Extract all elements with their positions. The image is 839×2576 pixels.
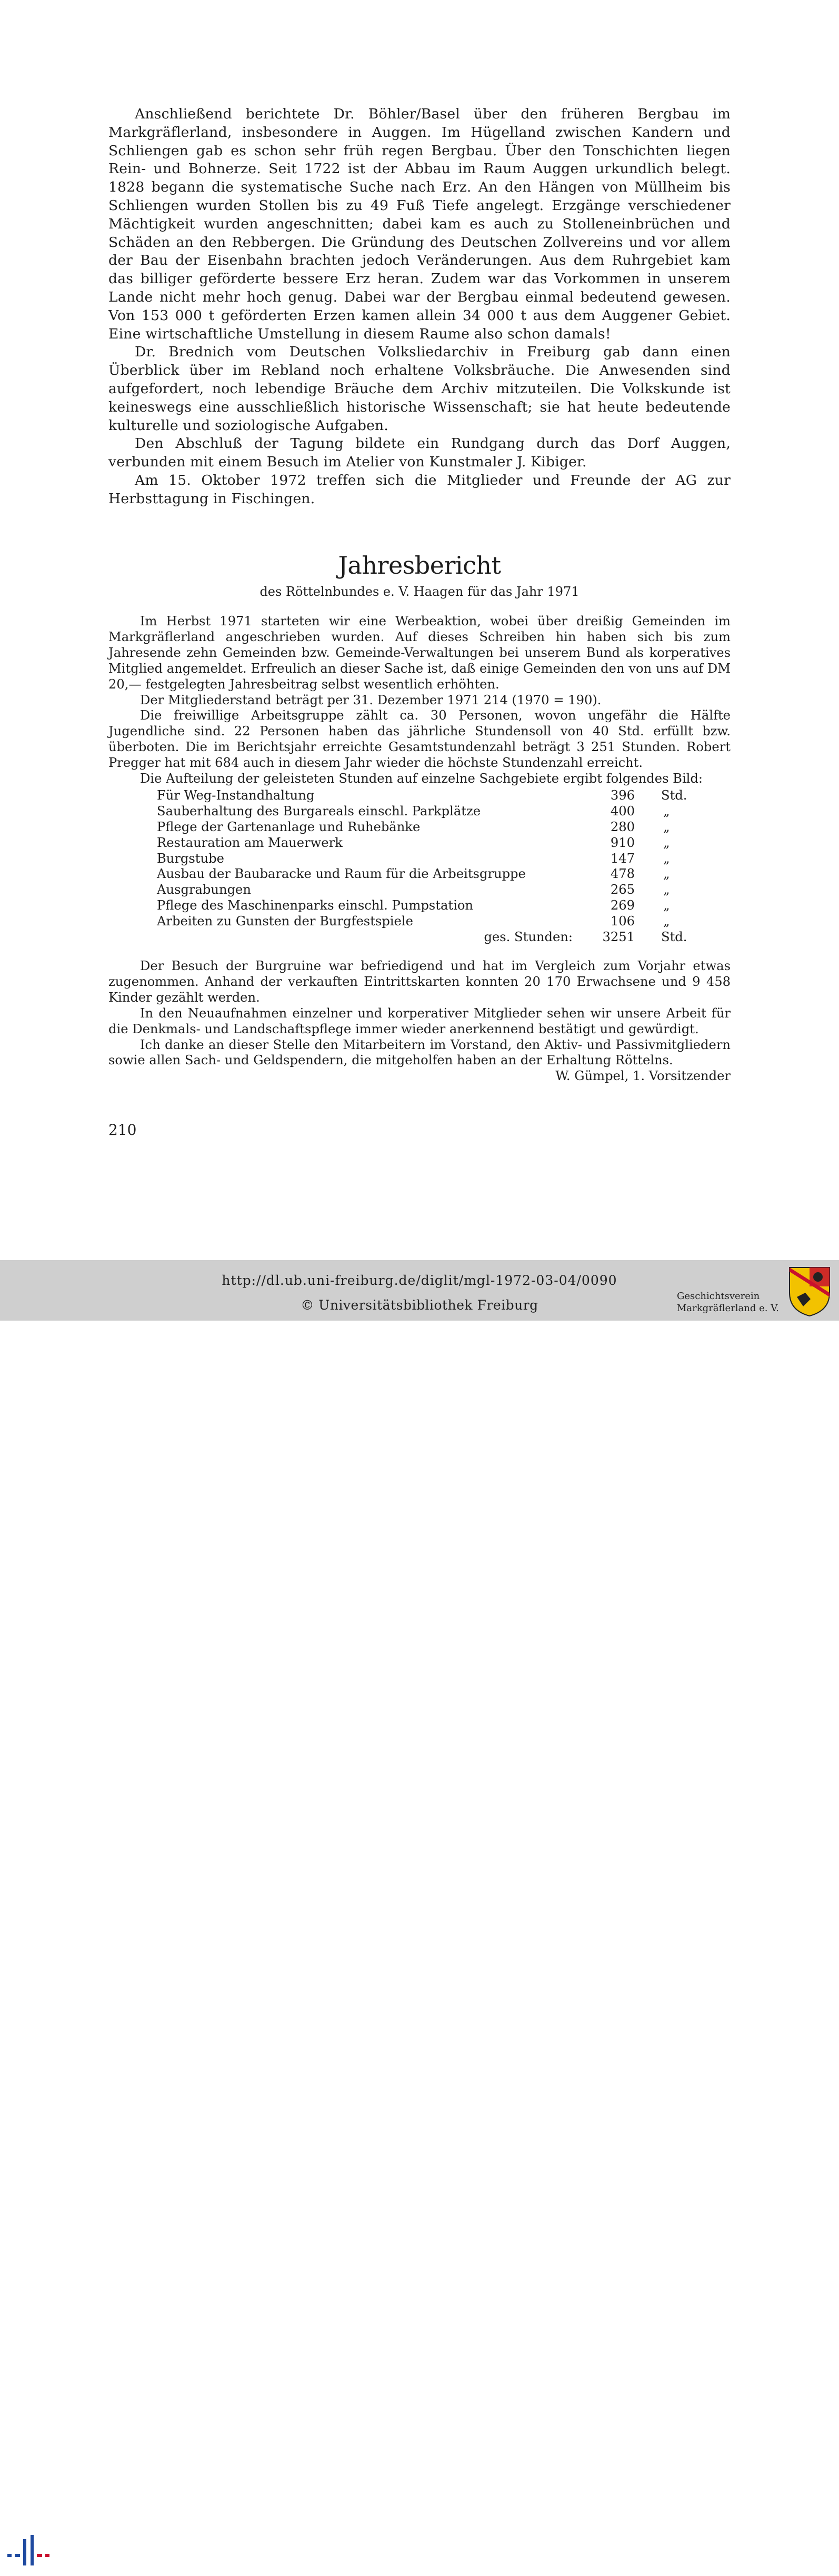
row-unit: „ xyxy=(663,882,670,897)
row-value: 265 xyxy=(610,882,635,897)
row-unit: „ xyxy=(663,898,670,913)
org-line: Geschichtsverein xyxy=(677,1291,760,1302)
report-subtitle: des Röttelnbundes e. V. Haagen für das Jahr 1971 xyxy=(259,584,580,599)
report-title: Jahresbericht xyxy=(338,551,501,580)
table-row xyxy=(108,835,731,851)
table-row xyxy=(108,898,731,914)
paragraph: In den Neuaufnahmen einzelner und korperativer Mitglieder sehen wir unsere Arbeit für die Denkmals- und Landschaftspflege immer wieder anerkennend bestätigt und gewürdigt. xyxy=(108,1005,731,1036)
ub-freiburg-logo-icon xyxy=(7,2534,55,2576)
row-label: Pflege des Maschinenparks einschl. Pumpstation xyxy=(157,898,473,913)
row-label: Ausbau der Baubaracke und Raum für die Arbeitsgruppe xyxy=(157,866,526,882)
row-value: 910 xyxy=(610,835,635,850)
paragraph: Im Herbst 1971 starteten wir eine Werbeaktion, wobei über dreißig Gemeinden im Markgräflerland angeschrieben wurden. Auf dieses Schreiben hin haben sich bis zum Jahresende zehn Gemeinden bzw. Gemeinde-Verwaltungen bei unserem Bund als korperatives Mitglied angemeldet. Erfreulich an dieser Sache ist, daß einige Gemeinden den von uns auf DM 20,— festgelegten Jahresbeitrag selbst wesentlich erhöhten. xyxy=(108,614,731,692)
row-label: Für Weg-Instandhaltung xyxy=(157,788,315,803)
table-total-row xyxy=(108,930,731,945)
row-unit: „ xyxy=(663,914,670,929)
footer-organization xyxy=(677,1290,779,1314)
row-label: Burgstube xyxy=(157,851,224,866)
row-value: 269 xyxy=(610,898,635,913)
row-label: Arbeiten zu Gunsten der Burgfestspiele xyxy=(157,914,413,929)
article-continuation xyxy=(108,105,731,508)
table-row xyxy=(108,788,731,804)
report-intro xyxy=(108,614,731,787)
table-row xyxy=(108,820,731,835)
paragraph: Der Mitgliederstand beträgt per 31. Dezember 1971 214 (1970 = 190). xyxy=(140,692,602,707)
report-closing xyxy=(108,958,731,1084)
hours-table xyxy=(108,788,731,945)
paragraph-text: Ich danke an dieser Stelle den Mitarbeitern im Vorstand, den Aktiv- und Passivmitgliedern sowie allen Sach- und Geldspendern, die mitgeholfen haben an der Erhaltung Röttelns. xyxy=(108,1037,731,1068)
paragraph: Den Abschluß der Tagung bildete ein Rundgang durch das Dorf Auggen, verbunden mit einem Besuch im Atelier von Kunstmaler J. Kibiger. xyxy=(108,435,731,471)
footer-url-link[interactable]: http://dl.ub.uni-freiburg.de/diglit/mgl-1972-03-04/0090 xyxy=(222,1273,617,1288)
table-row xyxy=(108,804,731,820)
table-row xyxy=(108,882,731,898)
org-line: Markgräflerland e. V. xyxy=(677,1303,779,1314)
row-label: Pflege der Gartenanlage und Ruhebänke xyxy=(157,819,421,834)
document-page xyxy=(0,0,839,1260)
signature: W. Gümpel, 1. Vorsitzender xyxy=(555,1069,731,1084)
row-unit: Std. xyxy=(661,788,687,803)
row-unit: „ xyxy=(663,866,670,882)
row-value: 280 xyxy=(610,819,635,834)
paragraph: Dr. Brednich vom Deutschen Volksliedarchiv in Freiburg gab dann einen Überblick über im Rebland noch erhaltene Volksbräuche. Die Anwesenden sind aufgefordert, noch lebendige Bräuche dem Archiv mitzuteilen. Die Volkskunde ist keineswegs eine ausschließlich historische Wissenschaft; sie hat heute bedeutende kulturelle und soziologische Aufgaben. xyxy=(108,344,731,434)
row-unit: „ xyxy=(663,803,670,818)
paragraph: Die Aufteilung der geleisteten Stunden auf einzelne Sachgebiete ergibt folgendes Bild: xyxy=(140,771,703,786)
table-row xyxy=(108,851,731,867)
row-label: Sauberhaltung des Burgareals einschl. Parkplätze xyxy=(157,803,481,818)
paragraph: Anschließend berichtete Dr. Böhler/Basel über den früheren Bergbau im Markgräflerland, insbesondere in Auggen. Im Hügelland zwischen Kandern und Schliengen gab es schon sehr früh regen Bergbau. Über den Tonschichten liegen Rein- und Bohnerze. Seit 1722 ist der Abbau im Raum Auggen urkundlich belegt. 1828 begann die systematische Suche nach Erz. An den Hängen von Müllheim bis Schliengen wurden Stollen bis zu 49 Fuß Tiefe angelegt. Erzgänge verschiedener Mächtigkeit wurden angeschnitten; dabei kam es auch zu Stolleneinbrüchen und Schäden an den Rebbergen. Die Gründung des Deutschen Zollvereins und vor allem der Bau der Eisenbahn brachten jedoch Veränderungen. Aus dem Ruhrgebiet kam das billiger geförderte bessere Erz heran. Zudem war das Vorkommen in unserem Lande nicht mehr hoch genug. Dabei war der Bergbau einmal bedeutend gewesen. Von 153 000 t geförderten Erzen kamen allein 34 000 t aus dem Auggener Gebiet. Eine wirtschaftliche Umstellung in diesem Raume also schon damals! xyxy=(108,106,731,342)
row-label: Restauration am Mauerwerk xyxy=(157,835,343,850)
total-unit: Std. xyxy=(661,930,687,945)
page-number: 210 xyxy=(108,1121,137,1139)
total-value: 3251 xyxy=(602,930,635,945)
table-row xyxy=(108,866,731,882)
paragraph: Der Besuch der Burgruine war befriedigend und hat im Vergleich zum Vorjahr etwas zugenommen. Anhand der verkauften Eintrittskarten konnten 20 170 Erwachsene und 9 458 Kinder gezählt werden. xyxy=(108,958,731,1005)
total-label: ges. Stunden: xyxy=(484,930,573,945)
paragraph: Am 15. Oktober 1972 treffen sich die Mitglieder und Freunde der AG zur Herbsttagung in Fischingen. xyxy=(108,472,731,507)
row-unit: „ xyxy=(663,835,670,850)
row-value: 106 xyxy=(610,914,635,929)
row-label: Ausgrabungen xyxy=(157,882,251,897)
row-value: 147 xyxy=(610,851,635,866)
row-value: 396 xyxy=(610,788,635,803)
row-value: 478 xyxy=(610,866,635,882)
coat-of-arms-icon xyxy=(787,1265,832,1317)
paragraph: Die freiwillige Arbeitsgruppe zählt ca. 30 Personen, wovon ungefähr die Hälfte Jugendliche sind. 22 Personen haben das jährliche Stundensoll von 40 Std. erfüllt bzw. überboten. Die im Berichtsjahr erreichte Gesamtstundenzahl beträgt 3 251 Stunden. Robert Pregger hat mit 684 auch in diesem Jahr wieder die höchste Stundenzahl erreicht. xyxy=(108,708,731,771)
row-value: 400 xyxy=(610,803,635,818)
row-unit: „ xyxy=(663,851,670,866)
paragraph xyxy=(108,1037,731,1084)
table-row xyxy=(108,914,731,930)
footer-copyright: © Universitätsbibliothek Freiburg xyxy=(301,1297,538,1313)
row-unit: „ xyxy=(663,819,670,834)
